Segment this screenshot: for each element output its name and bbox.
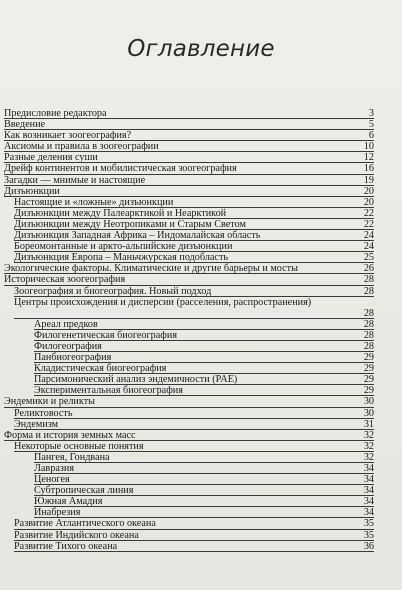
toc-entry-title: Экспериментальная биогеография xyxy=(34,385,183,397)
toc-entry-title: Разные деления суши xyxy=(4,152,98,164)
toc-entry xyxy=(0,374,402,385)
toc-entry-page-number: 34 xyxy=(363,474,374,486)
toc-entry-page-number: 29 xyxy=(363,374,374,386)
toc-entry-page-number: 20 xyxy=(363,196,374,208)
toc-entry-underline xyxy=(14,551,374,552)
toc-entry-page-number: 3 xyxy=(368,108,374,119)
toc-entry xyxy=(0,274,402,285)
toc-entry-page-number: 28 xyxy=(363,274,374,286)
toc-entry-page-number: 36 xyxy=(363,540,374,552)
toc-entry-title: Пангея, Гондвана xyxy=(34,451,110,463)
toc-entry xyxy=(0,286,402,297)
toc-entry-title: Историческая зоогеография xyxy=(4,274,126,286)
toc-entry-title: Форма и история земных масс xyxy=(4,429,136,441)
toc-entry-title: Некоторые основные понятия xyxy=(14,440,144,452)
toc-entry-page-number: 28 xyxy=(363,307,374,319)
toc-entry xyxy=(0,541,402,552)
toc-entry xyxy=(0,385,402,396)
toc-entry-page-number: 5 xyxy=(368,119,374,131)
toc-entry xyxy=(0,119,402,130)
toc-entry-page-number: 25 xyxy=(363,252,374,264)
toc-entry-page-number: 28 xyxy=(363,318,374,330)
toc-entry-title: Ценогея xyxy=(34,474,70,486)
toc-entry xyxy=(0,230,402,241)
toc-entry xyxy=(0,530,402,541)
toc-entry-page-number: 24 xyxy=(363,230,374,242)
toc-entry-page-number: 19 xyxy=(363,174,374,186)
toc-entry-title: Развитие Тихого океана xyxy=(14,540,118,552)
toc-entry-page-number: 22 xyxy=(363,218,374,230)
toc-entry-page-number: 26 xyxy=(363,263,374,275)
toc-entry-title: Реликтовость xyxy=(14,407,73,419)
toc-entry-title: Дизъюнкция Европа – Маньчжурская подобласть xyxy=(14,252,229,264)
toc-entry-title: Ареал предков xyxy=(34,318,98,330)
toc-entry-page-number: 10 xyxy=(363,141,374,153)
toc-entry-page-number: 24 xyxy=(363,241,374,253)
toc-entry-page-number: 30 xyxy=(363,396,374,408)
toc-entry-page-number: 16 xyxy=(363,163,374,175)
toc-entry xyxy=(0,341,402,352)
toc-entry-title: Дизъюнкции между Палеарктикой и Неарктикой xyxy=(14,207,227,219)
toc-entry-title: Центры происхождения и дисперсии (расселения, распространения) xyxy=(14,296,312,308)
toc-entry-page-number: 22 xyxy=(363,207,374,219)
toc-entry xyxy=(0,363,402,374)
toc-entry-title: Введение xyxy=(4,119,46,131)
toc-entry xyxy=(0,130,402,141)
toc-entry-page-number: 29 xyxy=(363,352,374,364)
toc-entry-title: Как возникает зоогеография? xyxy=(4,130,132,142)
toc-entry xyxy=(0,241,402,252)
toc-entry-title: Субтропическая линия xyxy=(34,485,134,497)
toc-entry-page-number: 32 xyxy=(363,440,374,452)
toc-entry-title: Дизъюнкции xyxy=(4,185,60,197)
toc-entry xyxy=(0,474,402,485)
toc-entry-page-number: 28 xyxy=(363,340,374,352)
toc-entry xyxy=(0,518,402,529)
toc-entry xyxy=(0,197,402,208)
toc-entry xyxy=(0,152,402,163)
page-title: Оглавление xyxy=(127,36,275,62)
toc-entry-title: Дрейф континентов и мобилистическая зоогеография xyxy=(4,163,237,175)
toc-entry-title: Кладистическая биогеография xyxy=(34,363,167,375)
toc-entry-page-number: 34 xyxy=(363,485,374,497)
toc-entry xyxy=(0,252,402,263)
toc-entry-title: Предисловие редактора xyxy=(4,108,107,119)
toc-entry-page-number: 29 xyxy=(363,363,374,375)
toc-entry xyxy=(0,263,402,274)
toc-entry-page-number: 30 xyxy=(363,407,374,419)
toc-entry-title: Эндемизм xyxy=(14,418,59,430)
toc-entry-page-number: 31 xyxy=(363,418,374,430)
toc-entry xyxy=(0,297,402,319)
toc-entry xyxy=(0,163,402,174)
toc-entry xyxy=(0,319,402,330)
toc-entry-page-number: 34 xyxy=(363,463,374,474)
toc-entry-title: Настоящие и «ложные» дизъюнкции xyxy=(14,196,174,208)
toc-entry-title: Панбиогеография xyxy=(34,352,112,364)
toc-entry-title: Дизъюнкция Западная Африка – Индомалайская область xyxy=(14,230,261,242)
toc-entry xyxy=(0,141,402,152)
toc-entry xyxy=(0,496,402,507)
toc-entry xyxy=(0,430,402,441)
toc-entry-title: Зоогеография и биогеография. Новый подход xyxy=(14,285,212,297)
toc-entry xyxy=(0,352,402,363)
toc-entry xyxy=(0,507,402,518)
toc-entry-title: Лавразия xyxy=(34,463,75,474)
toc-entry xyxy=(0,485,402,496)
toc-entry-title: Загадки — мнимые и настоящие xyxy=(4,174,146,186)
toc-entry xyxy=(0,219,402,230)
toc-entry xyxy=(0,396,402,407)
toc-entry-page-number: 34 xyxy=(363,507,374,519)
toc-entry xyxy=(0,208,402,219)
toc-entry xyxy=(0,108,402,119)
toc-entry-title: Дизъюнкции между Неотропиками и Старым Светом xyxy=(14,218,246,230)
toc-entry-title: Южная Амадия xyxy=(34,496,103,508)
toc-entry-page-number: 28 xyxy=(363,285,374,297)
toc-entry-title: Развитие Атлантического океана xyxy=(14,518,156,530)
toc-entry xyxy=(0,463,402,474)
toc-entry-title: Развитие Индийского океана xyxy=(14,529,139,541)
toc-entry-page-number: 32 xyxy=(363,451,374,463)
toc-entry-title: Филогеография xyxy=(34,340,102,352)
toc-entry-page-number: 35 xyxy=(363,529,374,541)
toc-entry-page-number: 29 xyxy=(363,385,374,397)
toc-entry-title: Инабрезия xyxy=(34,507,81,519)
toc-entry-page-number: 35 xyxy=(363,518,374,530)
table-of-contents xyxy=(0,108,402,552)
toc-entry-title: Парсимонический анализ эндемичности (PAE) xyxy=(34,374,238,386)
toc-entry-title: Экологические факторы. Климатические и другие барьеры и мосты xyxy=(4,263,298,275)
toc-entry-title: Бореомонтанные и аркто-альпийские дизъюнкции xyxy=(14,241,233,253)
toc-entry-title: Эндемики и реликты xyxy=(4,396,95,408)
toc-entry-page-number: 6 xyxy=(368,130,374,142)
toc-entry-page-number: 12 xyxy=(363,152,374,164)
toc-entry xyxy=(0,186,402,197)
toc-entry xyxy=(0,419,402,430)
toc-entry-page-number: 32 xyxy=(363,429,374,441)
toc-entry-title: Аксиомы и правила в зоогеографии xyxy=(4,141,159,153)
toc-entry xyxy=(0,441,402,452)
toc-entry xyxy=(0,408,402,419)
toc-entry xyxy=(0,330,402,341)
toc-entry-page-number: 20 xyxy=(363,185,374,197)
toc-entry xyxy=(0,452,402,463)
toc-entry-title: Филогенетическая биогеография xyxy=(34,329,178,341)
toc-entry xyxy=(0,175,402,186)
toc-entry-page-number: 28 xyxy=(363,329,374,341)
toc-entry-page-number: 34 xyxy=(363,496,374,508)
